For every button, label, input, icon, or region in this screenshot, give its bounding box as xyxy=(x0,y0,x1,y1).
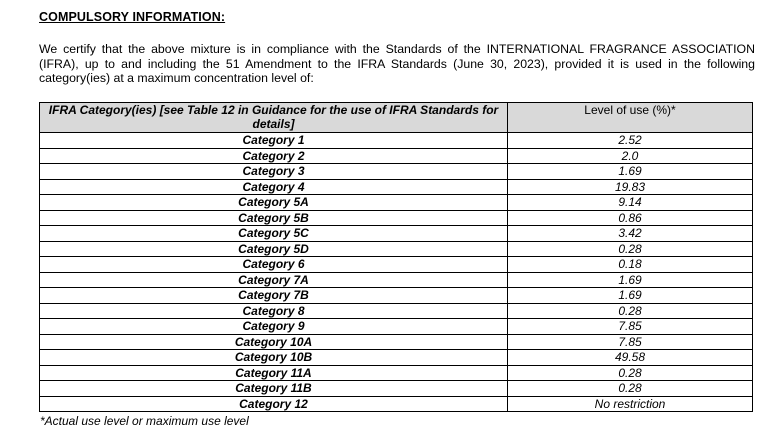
level-cell: 9.14 xyxy=(508,195,753,211)
category-cell: Category 5B xyxy=(40,210,508,226)
table-row xyxy=(40,148,753,164)
level-cell: 19.83 xyxy=(508,179,753,195)
category-cell: Category 7A xyxy=(40,272,508,288)
compliance-statement: We certify that the above mixture is in compliance with the Standards of the INTERNATIONAL FRAGRANCE ASSOCIATION (IFRA), up to and including the 51 Amendment to the IFRA Standards (June 30, 2023), provided it is used in the following category(ies) at a maximum concentration level of: xyxy=(39,42,755,85)
table-row xyxy=(40,133,753,149)
level-cell: 0.28 xyxy=(508,303,753,319)
section-heading: COMPULSORY INFORMATION: xyxy=(39,10,226,24)
category-cell: Category 2 xyxy=(40,148,508,164)
level-cell: 7.85 xyxy=(508,334,753,350)
level-cell: 0.28 xyxy=(508,381,753,397)
category-cell: Category 5A xyxy=(40,195,508,211)
category-cell: Category 12 xyxy=(40,396,508,412)
category-cell: Category 4 xyxy=(40,179,508,195)
level-cell: 3.42 xyxy=(508,226,753,242)
level-cell: 0.28 xyxy=(508,365,753,381)
table-row xyxy=(40,210,753,226)
level-cell: 0.28 xyxy=(508,241,753,257)
table-row xyxy=(40,288,753,304)
level-cell: 1.69 xyxy=(508,164,753,180)
table-row xyxy=(40,226,753,242)
category-cell: Category 10B xyxy=(40,350,508,366)
level-cell: 1.69 xyxy=(508,288,753,304)
table-row xyxy=(40,164,753,180)
level-cell: No restriction xyxy=(508,396,753,412)
table-row xyxy=(40,365,753,381)
table-row xyxy=(40,272,753,288)
table-row xyxy=(40,303,753,319)
level-cell: 7.85 xyxy=(508,319,753,335)
table-row xyxy=(40,257,753,273)
ifra-category-table xyxy=(39,102,753,412)
table-row xyxy=(40,319,753,335)
category-cell: Category 10A xyxy=(40,334,508,350)
level-cell: 0.18 xyxy=(508,257,753,273)
category-cell: Category 11B xyxy=(40,381,508,397)
table-body xyxy=(40,133,753,412)
level-cell: 1.69 xyxy=(508,272,753,288)
table-row xyxy=(40,381,753,397)
level-cell: 2.0 xyxy=(508,148,753,164)
table-row xyxy=(40,195,753,211)
table-row xyxy=(40,396,753,412)
table-row xyxy=(40,241,753,257)
footnote: *Actual use level or maximum use level xyxy=(40,414,249,428)
category-cell: Category 8 xyxy=(40,303,508,319)
header-category: IFRA Category(ies) [see Table 12 in Guidance for the use of IFRA Standards for details] xyxy=(40,103,508,133)
category-cell: Category 3 xyxy=(40,164,508,180)
category-cell: Category 5C xyxy=(40,226,508,242)
category-cell: Category 11A xyxy=(40,365,508,381)
category-cell: Category 6 xyxy=(40,257,508,273)
table-row xyxy=(40,350,753,366)
category-cell: Category 9 xyxy=(40,319,508,335)
level-cell: 49.58 xyxy=(508,350,753,366)
category-cell: Category 5D xyxy=(40,241,508,257)
category-cell: Category 7B xyxy=(40,288,508,304)
header-level-of-use: Level of use (%)* xyxy=(508,103,753,133)
level-cell: 2.52 xyxy=(508,133,753,149)
table-row xyxy=(40,179,753,195)
table-row xyxy=(40,334,753,350)
table-header-row xyxy=(40,103,753,133)
category-cell: Category 1 xyxy=(40,133,508,149)
level-cell: 0.86 xyxy=(508,210,753,226)
